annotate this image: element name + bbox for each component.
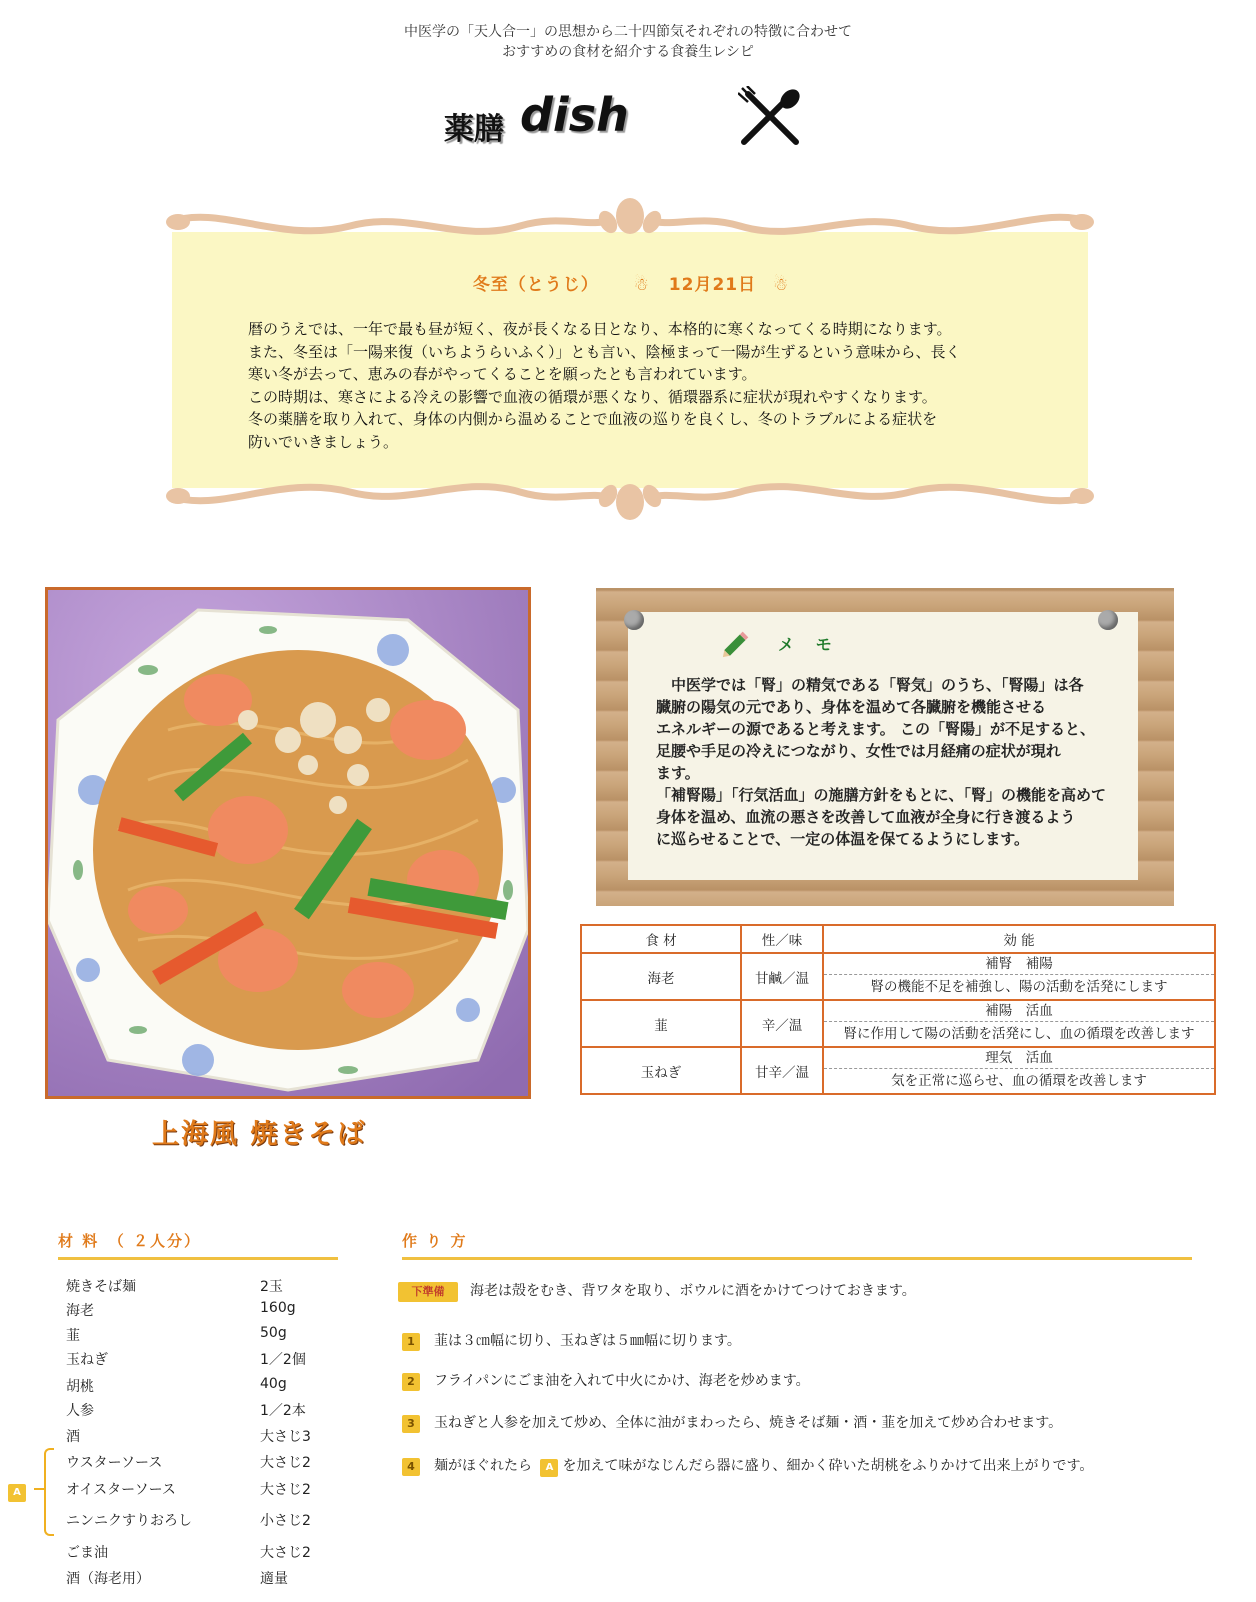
material-name: オイスターソース <box>66 1482 176 1498</box>
step-text-after: を加えて味がなじんだら器に盛り、細かく砕いた胡桃をふりかけて出来上がりです。 <box>562 1458 1094 1474</box>
memo-line: 中医学では「腎」の精気である「腎気」のうち、「腎陽」は各 <box>656 676 1084 694</box>
material-name: ウスターソース <box>66 1455 163 1471</box>
step-a-badge: A <box>540 1459 558 1477</box>
nature-cell: 甘辛／温 <box>741 1047 823 1094</box>
memo-line: エネルギーの源であると考えます。 この「腎陽」が不足すると、 <box>656 720 1096 738</box>
memo-line: 臓腑の陽気の元であり、身体を温めて各臓腑を機能させる <box>656 698 1047 716</box>
material-qty: 2玉 <box>260 1279 283 1295</box>
pencil-icon <box>720 626 754 660</box>
step-number: 3 <box>402 1415 420 1433</box>
material-item <box>66 1376 336 1396</box>
effect-cell <box>823 1000 1215 1047</box>
step-text: 韮は３㎝幅に切り、玉ねぎは５㎜幅に切ります。 <box>434 1333 741 1349</box>
method-rule <box>402 1257 1192 1260</box>
season-description <box>248 318 1028 453</box>
memo-line: 身体を温め、血流の悪さを改善して血液が全身に行き渡るよう <box>656 808 1076 826</box>
memo-line: 「補腎陽」「行気活血」の施膳方針をもとに、「腎」の機能を高めて <box>656 786 1107 804</box>
material-qty: 大さじ3 <box>260 1429 311 1445</box>
effect-cell <box>823 953 1215 1000</box>
material-item <box>66 1542 336 1562</box>
method-step <box>402 1455 1093 1477</box>
effect-description: 腎の機能不足を補強し、陽の活動を活発にします <box>870 979 1168 995</box>
memo-body <box>656 674 1126 850</box>
season-name: 冬至（とうじ） <box>472 275 599 295</box>
step-number: 2 <box>402 1373 420 1391</box>
step-number: 4 <box>402 1458 420 1476</box>
group-a-badge-label: A <box>8 1484 26 1502</box>
materials-title: 材 料 （ ２人分） <box>58 1232 201 1250</box>
material-qty: 大さじ2 <box>260 1455 311 1471</box>
material-name: 酒（海老用） <box>66 1571 150 1587</box>
snowman-icon: ☃ <box>773 275 790 295</box>
dish-name: 上海風 焼きそば <box>152 1119 367 1150</box>
table-header: 効 能 <box>823 925 1215 953</box>
material-name: 玉ねぎ <box>66 1352 108 1368</box>
season-date: 12月21日 <box>668 275 757 295</box>
memo-line: に巡らせることで、一定の体温を保てるようにします。 <box>656 830 1030 848</box>
material-item <box>66 1276 336 1296</box>
material-item <box>66 1426 336 1446</box>
season-line: 暦のうえでは、一年で最も昼が短く、夜が長くなる日となり、本格的に寒くなってくる時期になります。 <box>248 320 952 338</box>
material-name: 酒 <box>66 1429 80 1445</box>
method-step <box>402 1412 1062 1433</box>
material-name: 胡桃 <box>66 1379 94 1395</box>
dish-photo <box>45 587 531 1099</box>
step-text: フライパンにごま油を入れて中火にかけ、海老を炒めます。 <box>434 1373 810 1389</box>
step-text: 玉ねぎと人参を加えて炒め、全体に油がまわったら、焼きそば麺・酒・韮を加えて炒め合わせます。 <box>434 1415 1063 1431</box>
season-line: 寒い冬が去って、恵みの春がやってくることを願ったとも言われています。 <box>248 365 757 383</box>
memo-line: 足腰や手足の冷えにつながり、女性では月経痛の症状が現れ <box>656 742 1061 760</box>
season-line: 冬の薬膳を取り入れて、身体の内側から温めることで血液の巡りを良くし、冬のトラブルによる症状を <box>248 410 938 428</box>
material-name: 韮 <box>66 1328 80 1344</box>
material-qty: 大さじ2 <box>260 1545 311 1561</box>
prep-step <box>398 1280 916 1302</box>
ingredient-effects-table <box>580 924 1216 1095</box>
effect-title: 補腎 補陽 <box>824 954 1214 975</box>
tagline-line-2: おすすめの食材を紹介する食養生レシピ <box>502 44 754 60</box>
prep-badge: 下準備 <box>398 1282 458 1302</box>
materials-rule <box>58 1257 338 1260</box>
material-qty: 50g <box>260 1325 287 1341</box>
effect-title: 理気 活血 <box>824 1048 1214 1069</box>
tagline-line-1: 中医学の「天人合一」の思想から二十四節気それぞれの特徴に合わせて <box>404 24 852 40</box>
material-name: ニンニクすりおろし <box>66 1513 192 1529</box>
table-row <box>581 1000 1215 1047</box>
effect-description: 腎に作用して陽の活動を活発にし、血の循環を改善します <box>843 1026 1195 1042</box>
group-a-badge <box>8 1480 26 1502</box>
material-name: 焼きそば麺 <box>66 1279 136 1295</box>
season-line: 防いでいきましょう。 <box>248 432 399 451</box>
material-qty: 大さじ2 <box>260 1482 311 1498</box>
material-qty: 適量 <box>260 1571 288 1587</box>
material-item <box>66 1452 336 1472</box>
table-header: 食 材 <box>581 925 741 953</box>
method-title: 作 り 方 <box>402 1232 468 1250</box>
material-qty: 1／2個 <box>260 1352 306 1368</box>
fork-spoon-icon <box>738 86 808 148</box>
material-qty: 40g <box>260 1376 287 1392</box>
step-text-before: 麺がほぐれたら <box>434 1458 532 1474</box>
nature-cell: 辛／温 <box>741 1000 823 1047</box>
pin-icon <box>624 610 644 630</box>
season-line: この時期は、寒さによる冷えの影響で血液の循環が悪くなり、循環器系に症状が現れやすくなります。 <box>248 387 937 406</box>
material-item <box>66 1510 336 1530</box>
table-row <box>581 953 1215 1000</box>
method-step <box>402 1370 810 1391</box>
material-qty: 1／2本 <box>260 1403 306 1419</box>
step-number: 1 <box>402 1333 420 1351</box>
material-name: 海老 <box>66 1303 94 1319</box>
memo-line: ます。 <box>656 764 700 782</box>
group-a-bracket <box>44 1448 54 1536</box>
food-cell: 海老 <box>581 953 741 1000</box>
group-a-connector <box>34 1488 44 1490</box>
material-qty: 160g <box>260 1300 296 1316</box>
pin-icon <box>1098 610 1118 630</box>
effect-description: 気を正常に巡らせ、血の循環を改善します <box>891 1073 1147 1089</box>
table-header: 性／味 <box>741 925 823 953</box>
food-cell: 韮 <box>581 1000 741 1047</box>
table-row <box>581 1047 1215 1094</box>
material-item <box>66 1300 336 1320</box>
snowman-icon: ☃ <box>633 275 650 295</box>
method-step <box>402 1330 741 1351</box>
logo-latin: dish <box>520 88 629 142</box>
season-line: また、冬至は「一陽来復（いちようらいふく）」とも言い、陰極まって一陽が生ずるという意味から、長く <box>248 342 961 361</box>
material-item <box>66 1325 336 1345</box>
effect-cell <box>823 1047 1215 1094</box>
material-item <box>66 1349 336 1369</box>
food-cell: 玉ねぎ <box>581 1047 741 1094</box>
material-name: ごま油 <box>66 1545 108 1561</box>
table-header-row <box>581 925 1215 953</box>
material-item <box>66 1400 336 1420</box>
material-qty: 小さじ2 <box>260 1513 311 1529</box>
logo-kanji: 薬膳 <box>444 112 504 147</box>
material-item <box>66 1568 336 1588</box>
nature-cell: 甘鹹／温 <box>741 953 823 1000</box>
memo-title: メ モ <box>778 635 840 654</box>
effect-title: 補陽 活血 <box>824 1001 1214 1022</box>
material-item <box>66 1479 336 1499</box>
material-name: 人参 <box>66 1403 94 1419</box>
prep-text: 海老は殻をむき、背ワタを取り、ボウルに酒をかけてつけておきます。 <box>470 1283 916 1299</box>
season-title <box>172 270 1090 295</box>
